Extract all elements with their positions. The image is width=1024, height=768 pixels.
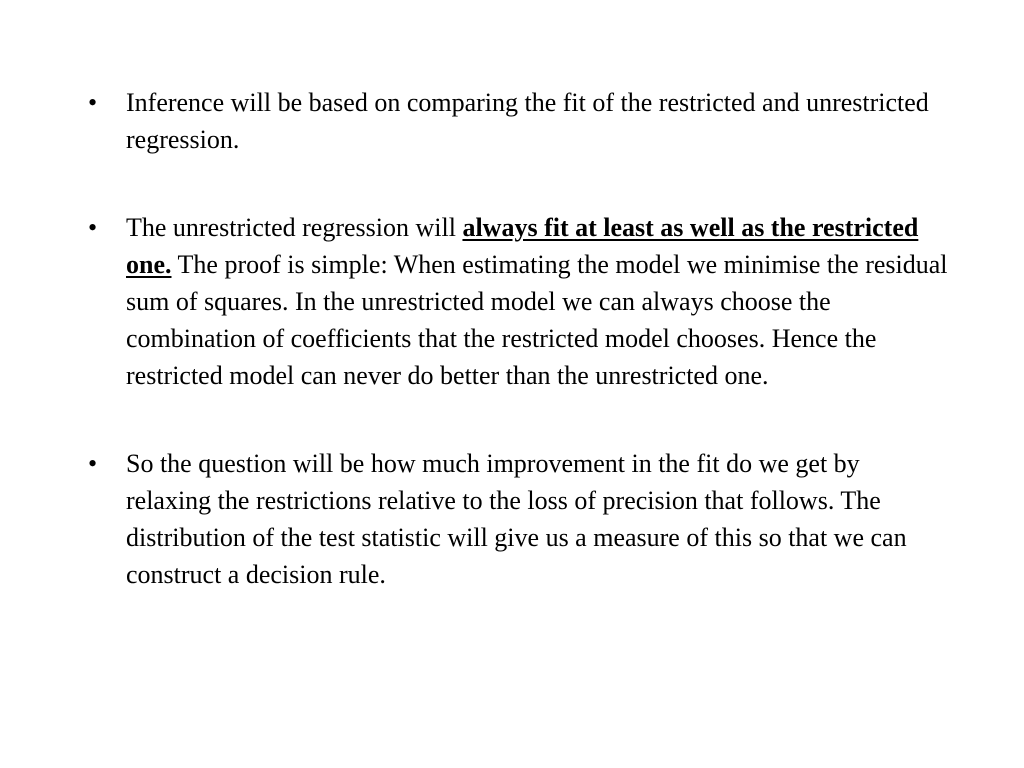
bullet-text-2-before: The unrestricted regression will: [126, 213, 463, 242]
bullet-item-1: [88, 84, 948, 158]
bullet-dot-icon: •: [88, 88, 98, 117]
bullet-text-1: Inference will be based on comparing the fit of the restricted and unrestricted regression.: [126, 88, 929, 154]
bullet-item-3: [88, 445, 948, 593]
bullet-text-3: So the question will be how much improvement in the fit do we get by relaxing the restrictions relative to the loss of precision that follows. The distribution of the test statistic will give us a measure of this so that we can construct a decision rule.: [126, 449, 907, 589]
bullet-list: [88, 84, 948, 644]
bullet-dot-icon: •: [88, 213, 98, 242]
bullet-text-2-emphasis: always fit at least as well as the restricted one.: [126, 213, 919, 279]
bullet-dot-icon: •: [88, 449, 98, 478]
bullet-item-2: [88, 209, 948, 394]
bullet-text-2-after: The proof is simple: When estimating the model we minimise the residual sum of squares. In the unrestricted model we can always choose the combination of coefficients that the restricted model chooses. Hence the restricted model can never do better than the unrestricted one.: [126, 250, 948, 390]
